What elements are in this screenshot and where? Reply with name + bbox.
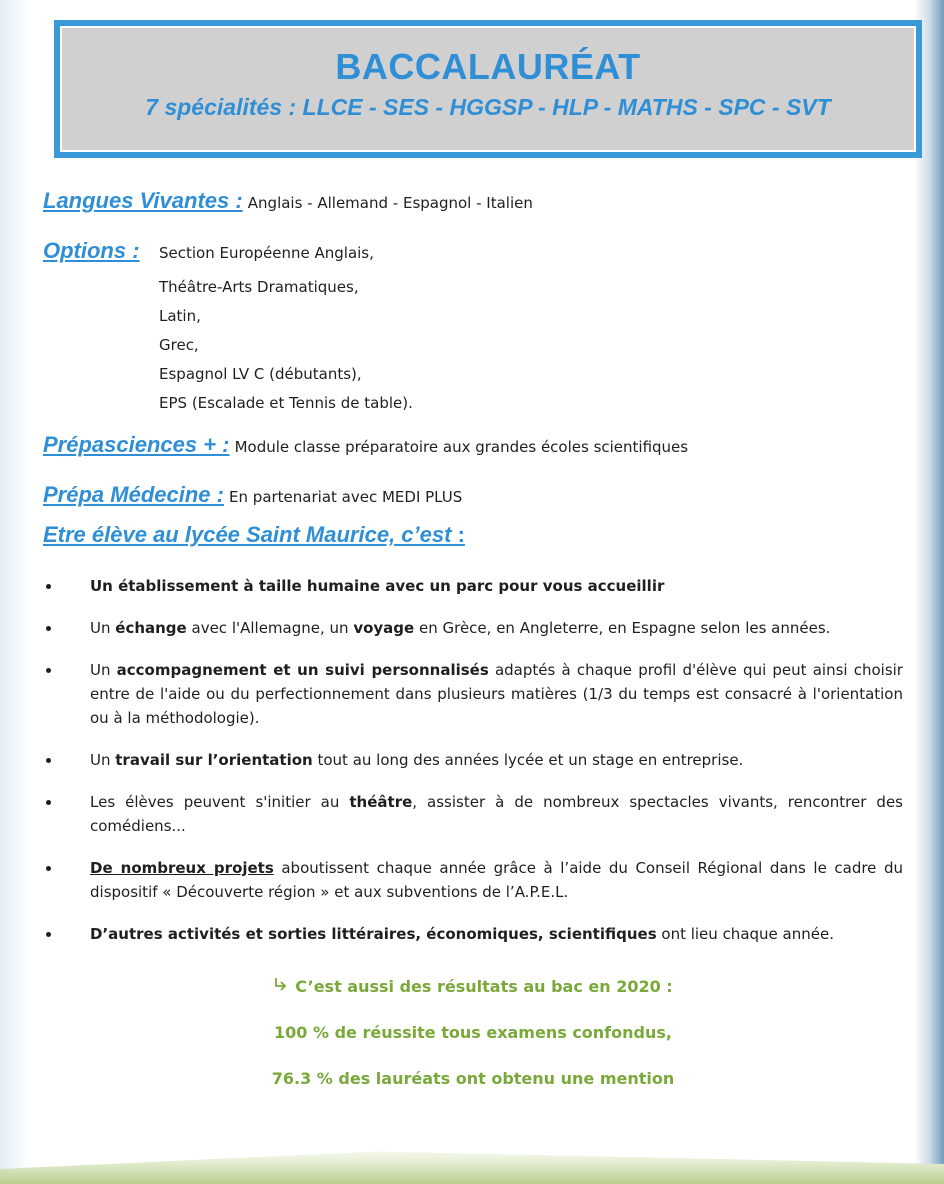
prepasciences-text: Module classe préparatoire aux grandes écoles scientifiques	[234, 438, 689, 456]
results-line-3: 76.3 % des lauréats ont obtenu une mention	[271, 1069, 675, 1088]
prepa-medecine-section	[43, 482, 462, 508]
page-title: BACCALAURÉAT	[335, 46, 641, 87]
bullet-list	[43, 574, 903, 946]
prepasciences-label: Prépasciences + :	[43, 432, 230, 457]
list-item: De nombreux projets aboutissent chaque année grâce à l’aide du Conseil Régional dans le cadre du dispositif « Découverte région » et aux subventions de l’A.P.E.L.	[43, 856, 903, 904]
langues-text: Anglais - Allemand - Espagnol - Italien	[247, 194, 533, 212]
option-item: Latin,	[159, 307, 201, 325]
list-item: Un échange avec l'Allemagne, un voyage en Grèce, en Angleterre, en Espagne selon les années.	[43, 616, 903, 640]
right-decor-edge	[914, 0, 944, 1184]
option-item: Espagnol LV C (débutants),	[159, 365, 362, 383]
etre-eleve-section	[43, 522, 465, 548]
results-block	[43, 970, 903, 1108]
options-list	[159, 244, 413, 423]
options-label: Options :	[43, 238, 140, 263]
option-item: Théâtre-Arts Dramatiques,	[159, 278, 359, 296]
prepa-medecine-text: En partenariat avec MEDI PLUS	[229, 488, 463, 506]
results-line-2: 100 % de réussite tous examens confondus,	[274, 1023, 672, 1042]
arrow-icon	[273, 970, 289, 1004]
option-item: Grec,	[159, 336, 199, 354]
list-item: D’autres activités et sorties littéraires, économiques, scientifiques ont lieu chaque année.	[43, 922, 903, 946]
header-box	[54, 20, 922, 158]
prepasciences-section	[43, 432, 688, 458]
list-item: Un établissement à taille humaine avec un parc pour vous accueillir	[43, 574, 903, 598]
langues-section	[43, 188, 533, 214]
option-item: Section Européenne Anglais,	[159, 244, 374, 262]
langues-label: Langues Vivantes :	[43, 188, 243, 213]
left-decor-edge	[0, 0, 30, 1184]
option-item: EPS (Escalade et Tennis de table).	[159, 394, 413, 412]
page-subtitle: 7 spécialités : LLCE - SES - HGGSP - HLP - MATHS - SPC - SVT	[145, 94, 831, 120]
list-item: Un travail sur l’orientation tout au long des années lycée et un stage en entreprise.	[43, 748, 903, 772]
list-item: Les élèves peuvent s'initier au théâtre, assister à de nombreux spectacles vivants, rencontrer des comédiens...	[43, 790, 903, 838]
etre-eleve-label: Etre élève au lycée Saint Maurice, c’est :	[43, 522, 465, 547]
prepa-medecine-label: Prépa Médecine :	[43, 482, 224, 507]
list-item: Un accompagnement et un suivi personnalisés adaptés à chaque profil d'élève qui peut ainsi choisir entre de l'aide ou du perfectionnement dans plusieurs matières (1/3 du temps est consacré à l'orientation ou à la méthodologie).	[43, 658, 903, 730]
bottom-decor-swoosh	[0, 1134, 944, 1184]
results-line-1: C’est aussi des résultats au bac en 2020 :	[43, 970, 903, 1016]
options-section	[43, 238, 140, 264]
